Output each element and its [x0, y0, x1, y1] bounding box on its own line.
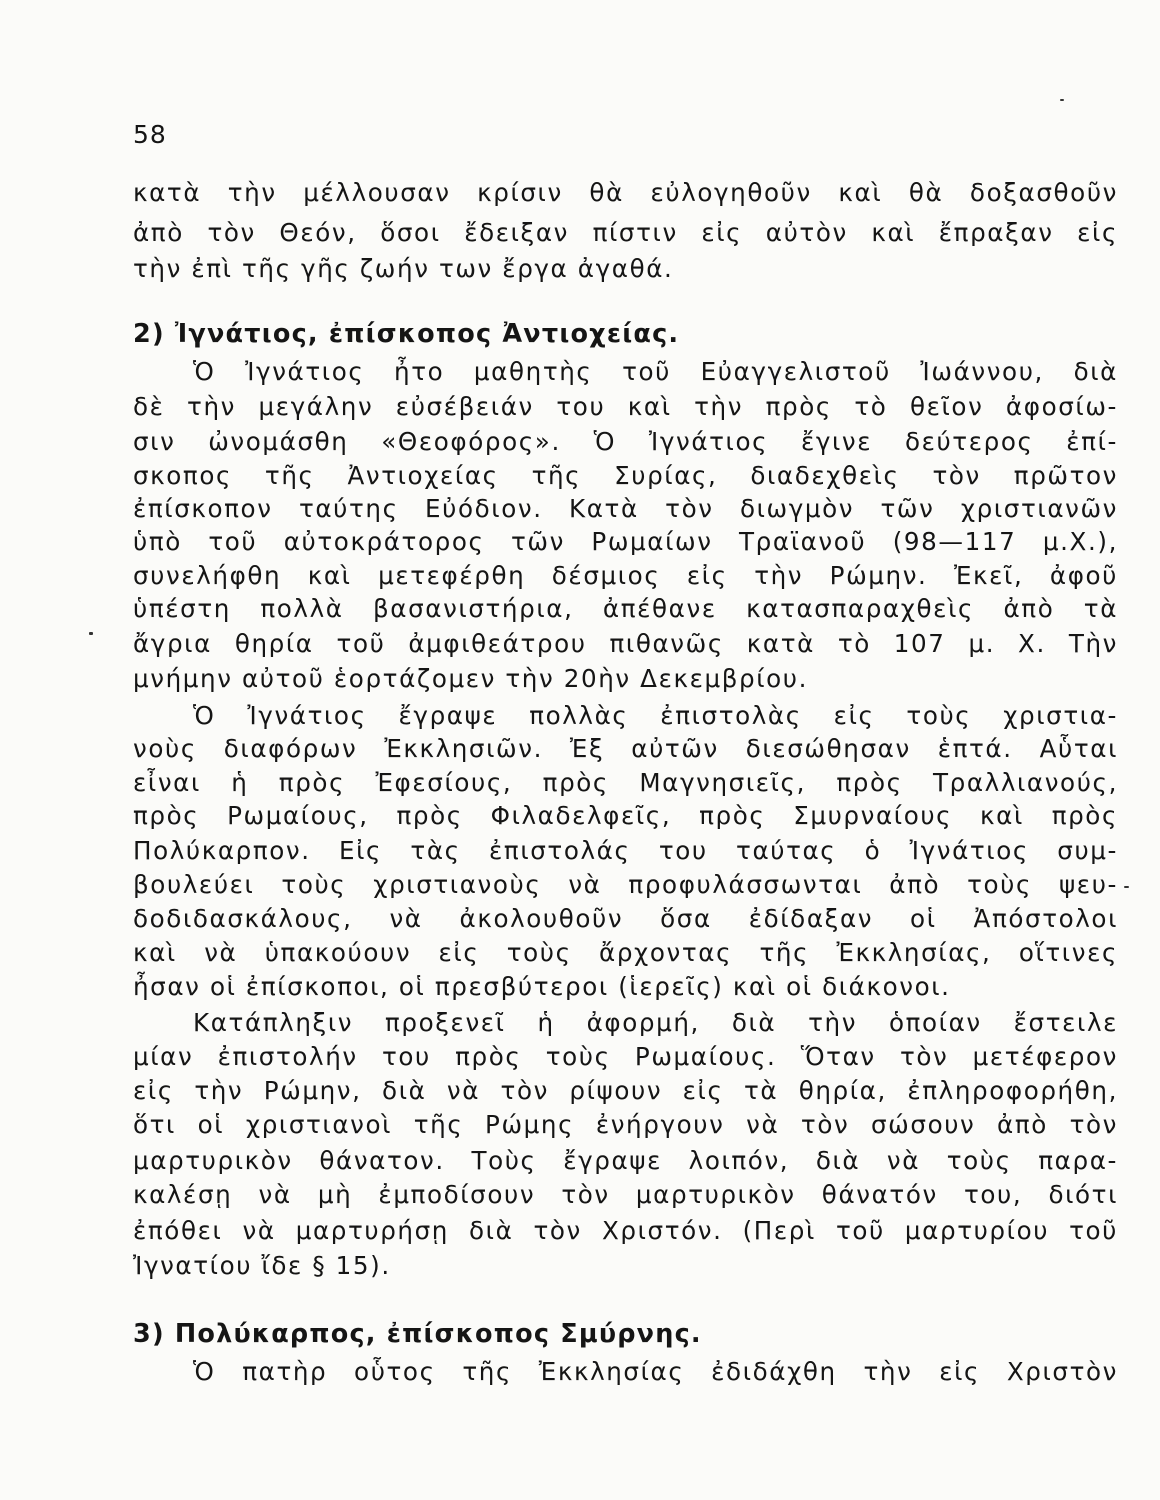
text-line: ὑπὸ τοῦ αὐτοκράτορος τῶν Ρωμαίων Τραϊανοῦ (98—117 μ.Χ.), [133, 527, 1118, 556]
text-line: σιν ὠνομάσθη «Θεοφόρος». Ὁ Ἰγνάτιος ἔγινε δεύτερος ἐπί- [133, 427, 1118, 456]
section-heading: 3) Πολύκαρπος, ἐπίσκοπος Σμύρνης. [133, 1319, 702, 1349]
page-number: 58 [133, 120, 167, 149]
text-line: ἄγρια θηρία τοῦ ἀμφιθεάτρου πιθανῶς κατὰ τὸ 107 μ. Χ. Τὴν [133, 629, 1118, 658]
text-line: Ἰγνατίου ἴδε § 15). [133, 1251, 391, 1280]
text-line: καὶ νὰ ὑπακούουν εἰς τοὺς ἄρχοντας τῆς Ἐκκλησίας, οἵτινες [133, 938, 1118, 967]
text-line: δὲ τὴν μεγάλην εὐσέβειάν του καὶ τὴν πρὸς τὸ θεῖον ἀφοσίω- [133, 392, 1118, 421]
text-line: Ὁ πατὴρ οὗτος τῆς Ἐκκλησίας ἐδιδάχθη τὴν εἰς Χριστὸν [193, 1357, 1118, 1386]
scan-speck [89, 632, 93, 635]
text-line: μαρτυρικὸν θάνατον. Τοὺς ἔγραψε λοιπόν, διὰ νὰ τοὺς παρα- [133, 1146, 1118, 1175]
text-line: μίαν ἐπιστολήν του πρὸς τοὺς Ρωμαίους. Ὅταν τὸν μετέφερον [133, 1042, 1118, 1071]
text-line: μνήμην αὐτοῦ ἑορτάζομεν τὴν 20ὴν Δεκεμβρίου. [133, 664, 809, 693]
text-line: βουλεύει τοὺς χριστιανοὺς νὰ προφυλάσσωνται ἀπὸ τοὺς ψευ- [133, 870, 1118, 899]
text-line: δοδιδασκάλους, νὰ ἀκολουθοῦν ὅσα ἐδίδαξαν οἱ Ἀπόστολοι [133, 904, 1118, 933]
text-line: τὴν ἐπὶ τῆς γῆς ζωήν των ἔργα ἀγαθά. [133, 254, 674, 283]
text-line: εἰς τὴν Ρώμην, διὰ νὰ τὸν ρίψουν εἰς τὰ θηρία, ἐπληροφορήθη, [133, 1076, 1118, 1105]
text-line: ἦσαν οἱ ἐπίσκοποι, οἱ πρεσβύτεροι (ἱερεῖς) καὶ οἱ διάκονοι. [133, 972, 951, 1001]
text-line: Ὁ Ἰγνάτιος ἦτο μαθητὴς τοῦ Εὐαγγελιστοῦ Ἰωάννου, διὰ [193, 357, 1118, 386]
text-line: εἶναι ἡ πρὸς Ἐφεσίους, πρὸς Μαγνησιεῖς, πρὸς Τραλλιανούς, [133, 768, 1118, 797]
text-line: ἐπίσκοπον ταύτης Εὐόδιον. Κατὰ τὸν διωγμὸν τῶν χριστιανῶν [133, 494, 1118, 523]
text-line: ὅτι οἱ χριστιανοὶ τῆς Ρώμης ἐνήργουν νὰ τὸν σώσουν ἀπὸ τὸν [133, 1110, 1118, 1139]
text-line: σκοπος τῆς Ἀντιοχείας τῆς Συρίας, διαδεχθεὶς τὸν πρῶτον [133, 461, 1118, 490]
text-line: ὑπέστη πολλὰ βασανιστήρια, ἀπέθανε κατασπαραχθεὶς ἀπὸ τὰ [133, 594, 1118, 623]
text-line: κατὰ τὴν μέλλουσαν κρίσιν θὰ εὐλογηθοῦν καὶ θὰ δοξασθοῦν [133, 178, 1118, 207]
scan-speck [1060, 99, 1064, 101]
text-line: νοὺς διαφόρων Ἐκκλησιῶν. Ἐξ αὐτῶν διεσώθησαν ἑπτά. Αὗται [133, 734, 1118, 763]
section-heading: 2) Ἰγνάτιος, ἐπίσκοπος Ἀντιοχείας. [133, 319, 680, 349]
text-line: καλέσῃ νὰ μὴ ἐμποδίσουν τὸν μαρτυρικὸν θάνατόν του, διότι [133, 1180, 1118, 1209]
text-line: Κατάπληξιν προξενεῖ ἡ ἀφορμή, διὰ τὴν ὁποίαν ἔστειλε [193, 1008, 1118, 1037]
text-line: ἐπόθει νὰ μαρτυρήσῃ διὰ τὸν Χριστόν. (Περὶ τοῦ μαρτυρίου τοῦ [133, 1216, 1118, 1245]
scan-speck [1124, 886, 1129, 888]
text-line: πρὸς Ρωμαίους, πρὸς Φιλαδελφεῖς, πρὸς Σμυρναίους καὶ πρὸς [133, 801, 1118, 830]
text-line: ἀπὸ τὸν Θεόν, ὅσοι ἔδειξαν πίστιν εἰς αὐτὸν καὶ ἔπραξαν εἰς [133, 218, 1118, 247]
text-line: Ὁ Ἰγνάτιος ἔγραψε πολλὰς ἐπιστολὰς εἰς τοὺς χριστια- [193, 701, 1118, 730]
text-line: συνελήφθη καὶ μετεφέρθη δέσμιος εἰς τὴν Ρώμην. Ἐκεῖ, ἀφοῦ [133, 561, 1118, 590]
text-line: Πολύκαρπον. Εἰς τὰς ἐπιστολάς του ταύτας ὁ Ἰγνάτιος συμ- [133, 836, 1118, 865]
